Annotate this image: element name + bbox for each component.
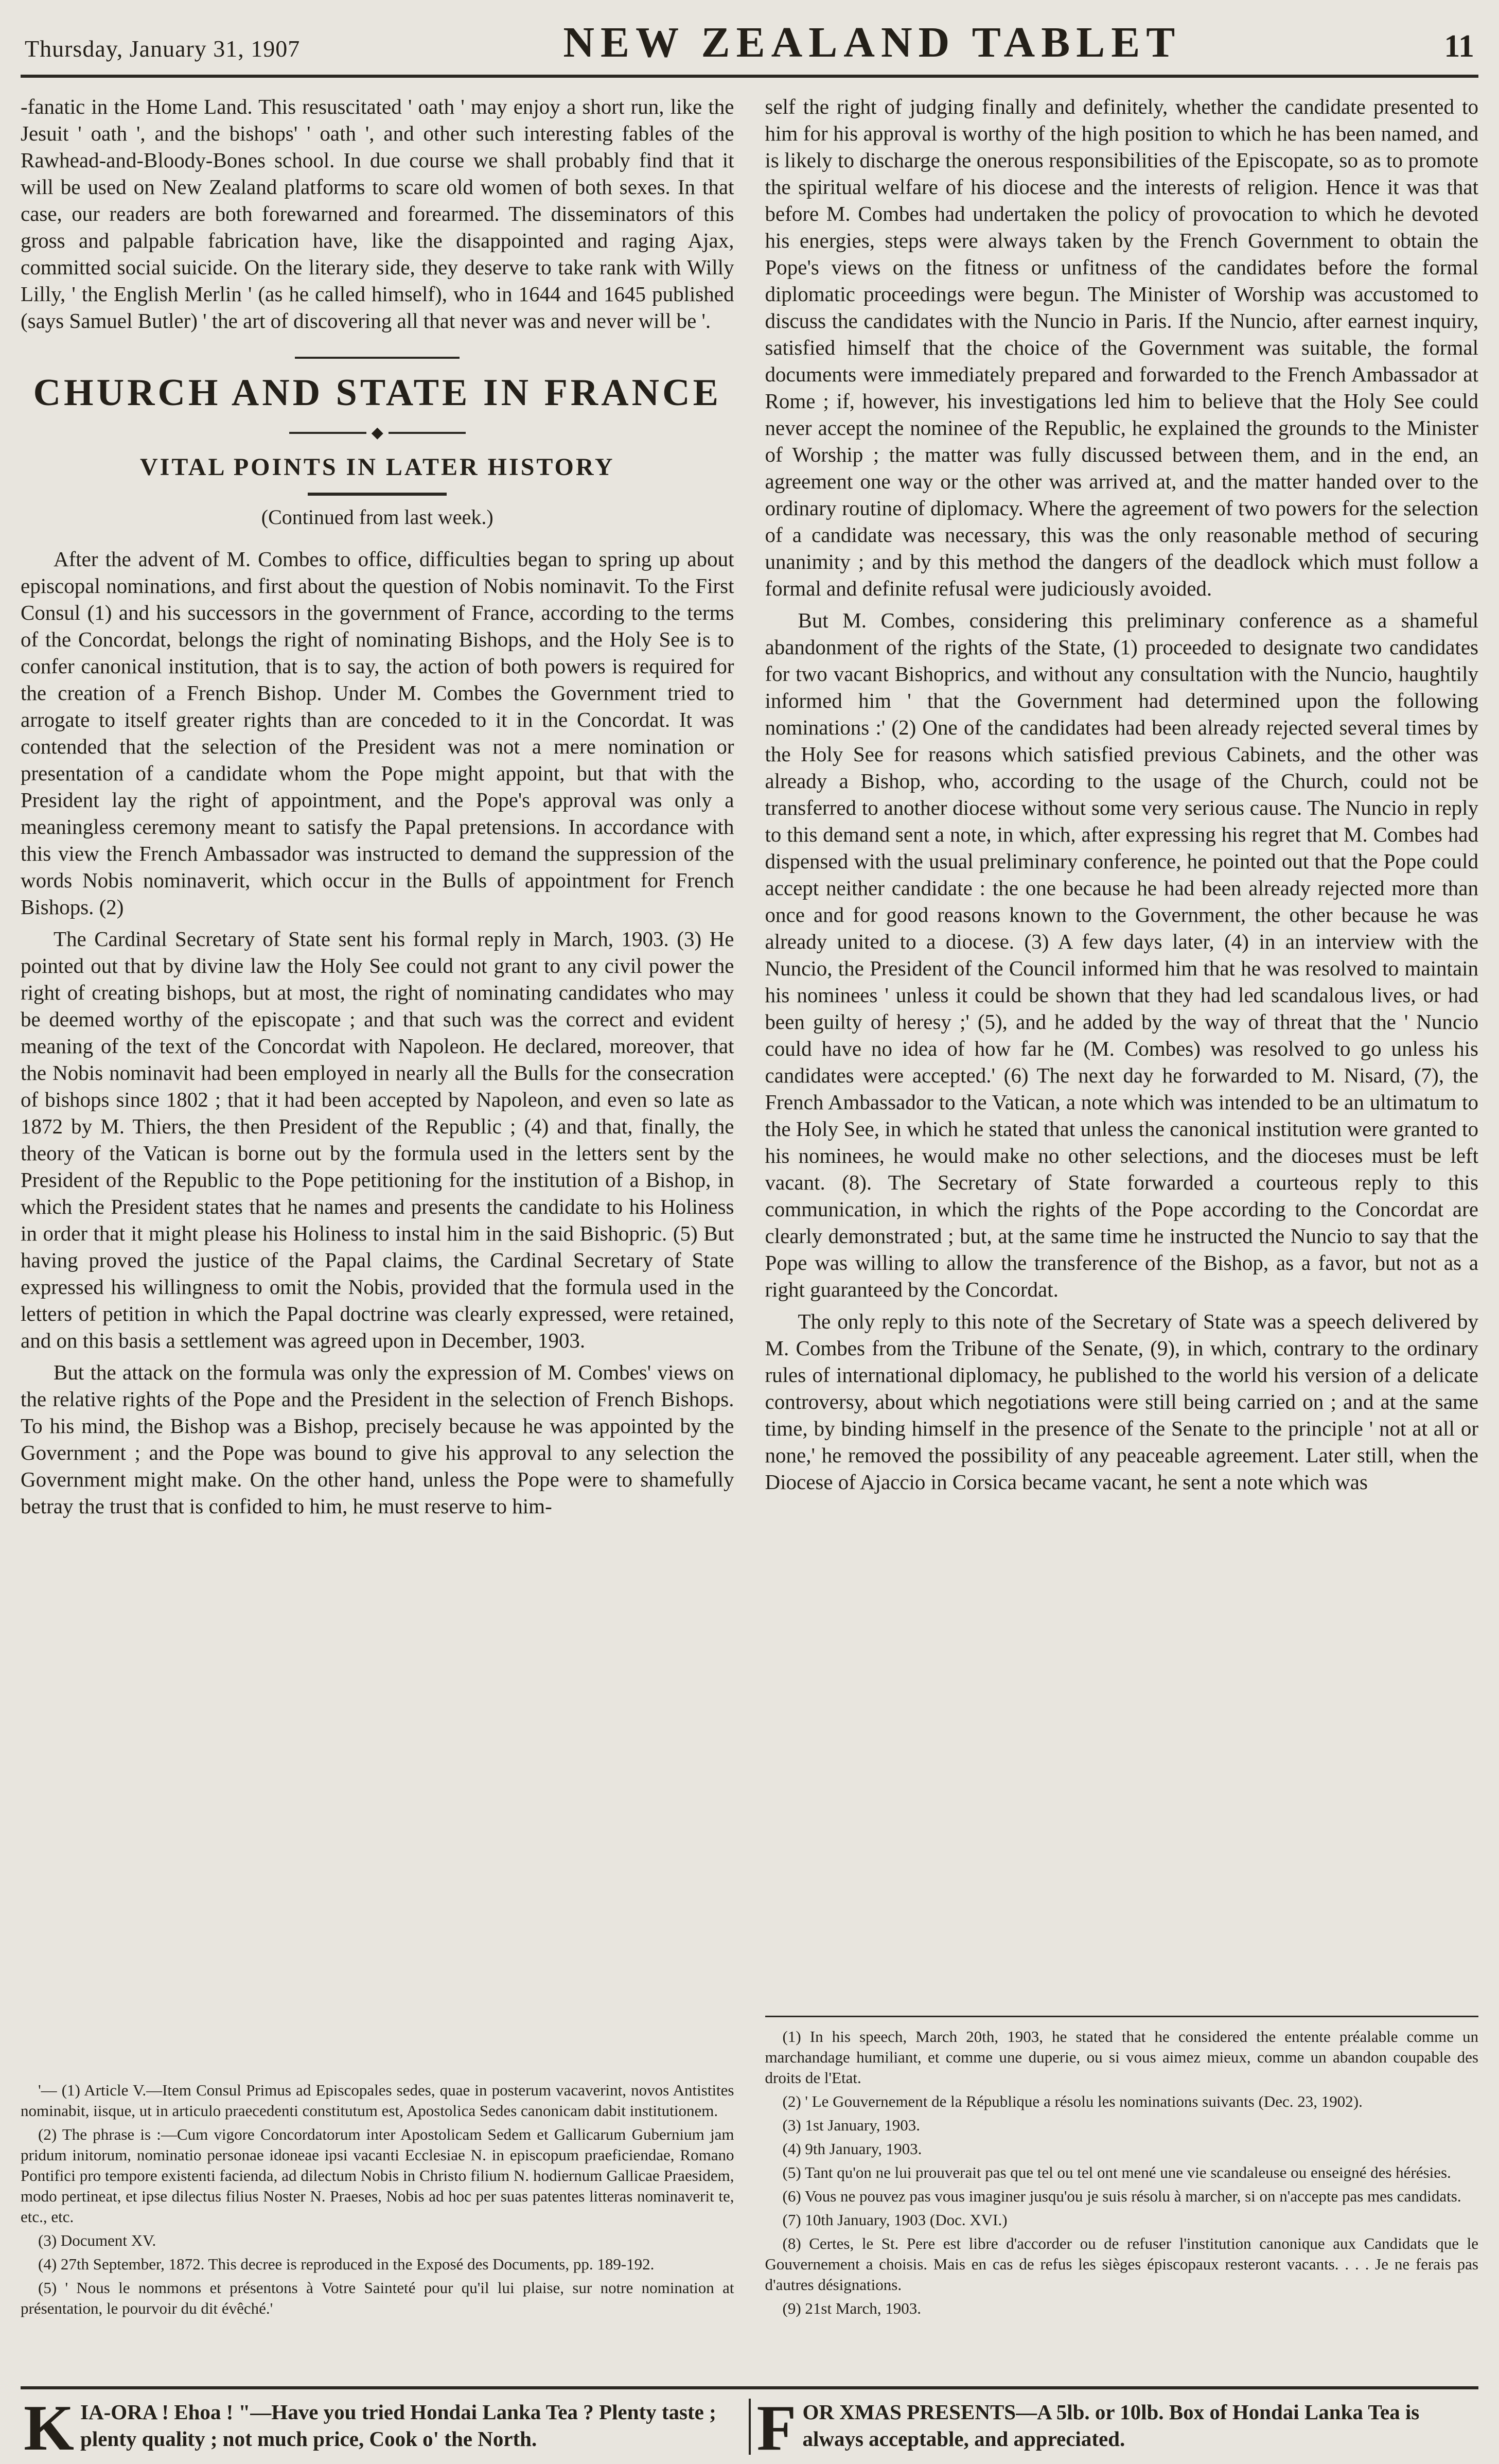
article-header [21, 357, 734, 534]
footnote: (1) In his speech, March 20th, 1903, he stated that he considered the entente préalable comme un marchandage humiliant, et comme une duperie, ou si vous aimez mieux, comme un abandon coupable des droits de l'Etat. [765, 2028, 1478, 2087]
divider-line [289, 432, 366, 434]
masthead-title: NEW ZEALAND TABLET [563, 19, 1181, 66]
article-subtitle: VITAL POINTS IN LATER HISTORY [139, 453, 615, 481]
article-paragraph: But M. Combes, considering this preliminary conference as a shameful abandonment of the rights of the State, (1) proceeded to designate two candidates for two vacant Bishoprics, and without any consultation with the Nuncio, haughtily informed him ' that the Government had determined upon the following nominations :' (2) One of the candidates had been already rejected several times by the Holy See for reasons which satisfied previous Cabinets, and the other was already a Bishop, who, according to the usage of the Church, could not be transferred to another diocese without some very serious cause. The Nuncio in reply to this demand sent a note, in which, after expressing his regret that M. Combes had dispensed with the usual preliminary conference, he pointed out that the Pope could accept neither candidate : the one because he had been already rejected more than once and for good reasons known to the Government, the other because he was already united to a diocese. (3) A few days later, (4) in an interview with the Nuncio, the President of the Council informed him that he was resolved to maintain his nominees ' unless it could be shown that they had led scandalous lives, or had been guilty of heresy ;' (5), and he added by the way of threat that the ' Nuncio could have no idea of how far he (M. Combes) was resolved to go unless his candidates were accepted.' (6) The next day he forwarded to M. Nisard, (7), the French Ambassador to the Vatican, a note which was intended to be an ultimatum to the Holy See, in which he stated that unless the canonical institution were granted to his nominees, he would make no other selections, and the dioceses must be left vacant. (8). The Secretary of State forwarded a courteous reply to this communication, in which the rights of the Pope according to the Concordat are clearly demonstrated ; but, at the same time he instructed the Nuncio to say that the Pope was willing to allow the transference of the Bishop, as a favor, but not as a right guaranteed by the Concordat. [765, 608, 1478, 1301]
continued-note: (Continued from last week.) [261, 505, 493, 529]
ad-dropcap: F [756, 2392, 797, 2464]
ad-text: OR XMAS PRESENTS—A 5lb. or 10lb. Box of Hondai Lanka Tea is always acceptable, and appreciated. [802, 2400, 1420, 2451]
ad-kia-ora [21, 2392, 746, 2464]
right-footnotes [765, 2002, 1479, 2322]
continuation-paragraph: -fanatic in the Home Land. This resuscitated ' oath ' may enjoy a short run, like the Jesuit ' oath ', and the bishops' ' oath ', and other such interesting fables of the Rawhead-and-Bloody-Bones school. In due course we shall probably find that it will be used on New Zealand platforms to scare old women of both sexes. In that case, our readers are both forewarned and forearmed. The disseminators of this gross and palpable fabrication have, like the disappointed and raging Ajax, committed social suicide. On the literary side, they deserve to take rank with Willy Lilly, ' the English Merlin ' (as he called himself), who in 1644 and 1645 published (says Samuel Butler) ' the art of discovering all that never was and never will be '. [21, 95, 734, 333]
footnote: (4) 9th January, 1903. [782, 2140, 922, 2158]
right-column [765, 93, 1479, 2322]
section-divider [295, 357, 460, 359]
article-paragraph: After the advent of M. Combes to office, difficulties began to spring up about episcopal nominations, and first about the question of Nobis nominavit. To the First Consul (1) and his successors in the government of France, according to the terms of the Concordat, belongs the right of nominating Bishops, and the Holy See is to confer canonical institution, that is to say, the action of both powers is required for the creation of a French Bishop. Under M. Combes the Government tried to arrogate to itself greater rights than are conceded to it in the Concordat. It was contended that the selection of the President was not a mere nomination or presentation of a candidate whom the Pope might appoint, but that with the President lay the right of appointment, and the Pope's approval was only a meaningless ceremony meant to satisfy the Papal pretensions. In accordance with this view the French Ambassador was instructed to demand the suppression of the words Nobis nominaverit, which occur in the Bulls of appointment for French Bishops. (2) [21, 547, 734, 919]
footnote: (2) ' Le Gouvernement de la République a résolu les nominations suivants (Dec. 23, 1902). [782, 2092, 1363, 2110]
page-header [21, 14, 1478, 75]
advertisements [21, 2386, 1478, 2464]
footnote: (2) The phrase is :—Cum vigore Concordatorum inter Apostolicam Sedem et Gallicarum Gubernium jam pridum initorum, nominatio personae idoneae ipsi vacanti Ecclesiae N. in episcopum praeficiendae, Romano Pontifici pro tempore existenti facienda, ad dilectum Nobis in Christo filium N. hodiernum Gallicae Praesidem, modo pertineat, et ipse dilectus filius Noster N. Praeses, Nobis ad hoc per suas patentes litteras nominaverit te, etc., etc. [21, 2125, 734, 2226]
ad-xmas-presents [754, 2392, 1479, 2464]
issue-date: Thursday, January 31, 1907 [25, 36, 301, 62]
ornament-divider [21, 425, 734, 441]
page-number: 11 [1444, 29, 1474, 64]
left-column [21, 93, 734, 2322]
subtitle-rule [308, 493, 447, 496]
footnote: (5) ' Nous le nommons et présentons à Votre Sainteté pour qu'il lui plaise, sur notre nomination at présentation, le pourvoir du dit évêché.' [21, 2279, 734, 2317]
header-rule [21, 75, 1478, 78]
divider-line [389, 432, 466, 434]
article-paragraph: The only reply to this note of the Secretary of State was a speech delivered by M. Combes from the Tribune of the Senate, (9), in which, contrary to the ordinary rules of international diplomacy, he published to the world his version of a delicate controversy, about which negotiations were still being carried on ; and at the same time, by binding himself in the presence of the Senate to the principle ' not at all or none,' he removed the possibility of any peaceable agreement. Later still, when the Diocese of Ajaccio in Corsica became vacant, he sent a note which was [765, 1309, 1478, 1494]
footnote: (3) 1st January, 1903. [782, 2116, 920, 2134]
article-paragraph: But the attack on the formula was only the expression of M. Combes' views on the relative rights of the Pope and the President in the selection of French Bishops. To his mind, the Bishop was a Bishop, precisely because he was appointed by the Government ; and the Pope was bound to give his approval to any selection the Government might make. On the other hand, unless the Pope were to shamefully betray the trust that is confided to him, he must reserve to him- [21, 1360, 734, 1518]
ad-text: IA-ORA ! Ehoa ! "—Have you tried Hondai Lanka Tea ? Plenty taste ; plenty quality ; not much price, Cook o' the North. [80, 2400, 716, 2451]
footnote: (4) 27th September, 1872. This decree is reproduced in the Exposé des Documents, pp. 189-192. [38, 2255, 655, 2273]
left-footnotes [21, 2067, 734, 2322]
footnote: (9) 21st March, 1903. [782, 2299, 921, 2317]
diamond-icon: ◆ [371, 424, 383, 442]
footnote: (3) Document XV. [38, 2231, 156, 2249]
article-columns [21, 93, 1478, 2322]
ad-dropcap: K [24, 2392, 75, 2464]
footnote: (5) Tant qu'on ne lui prouverait pas que tel ou tel ont mené une vie scandaleuse ou enseigné des hérésies. [782, 2163, 1451, 2181]
ad-divider [749, 2399, 751, 2455]
footnote: (8) Certes, le St. Pere est libre d'accorder ou de refuser l'institution canonique aux Candidats que le Gouvernement a choisis. Mais en cas de refus les sièges épiscopaux resteront vacants. . . . Je ne ferais pas d'autres désignations. [765, 2234, 1478, 2294]
footnote-rule [765, 2016, 1479, 2017]
footnote: (6) Vous ne pouvez pas vous imaginer jusqu'ou je suis résolu à marcher, si on n'accepte pas mes candidats. [782, 2187, 1461, 2205]
article-paragraph: self the right of judging finally and definitely, whether the candidate presented to him for his approval is worthy of the high position to which he has been named, and is likely to discharge the onerous responsibilities of the Episcopate, so as to promote the spiritual welfare of his diocese and the interests of religion. Hence it was that before M. Combes had undertaken the policy of provocation to which he devoted his energies, steps were always taken by the French Government to obtain the Pope's views on the fitness or unfitness of the candidates before the formal diplomatic proceedings were begun. The Minister of Worship was accustomed to discuss the candidates with the Nuncio in Paris. If the Nuncio, after earnest inquiry, satisfied himself that the choice of the Government was suitable, the formal documents were immediately prepared and forwarded to the French Ambassador at Rome ; if, however, his investigations led him to believe that the Holy See could never accept the nominee of the Republic, he explained the grounds to the Minister of Worship ; the matter was fully discussed between them, and in the end, an agreement one way or the other was arrived at, and the matter handed over to the ordinary routine of diplomacy. Where the agreement of two powers for the selection of a candidate was necessary, this was the only reasonable method of securing unanimity ; and by this method the dangers of the deadlock which must follow a formal and definite refusal were judiciously avoided. [765, 95, 1478, 600]
footnote: (7) 10th January, 1903 (Doc. XVI.) [782, 2211, 1008, 2229]
article-title: CHURCH AND STATE IN FRANCE [33, 372, 721, 414]
article-paragraph: The Cardinal Secretary of State sent his formal reply in March, 1903. (3) He pointed out that by divine law the Holy See could not grant to any civil power the right of creating bishops, but at most, the right of nominating candidates who may be deemed worthy of the episcopate ; and that such was the correct and evident meaning of the text of the Concordat with Napoleon. He declared, moreover, that the Nobis nominavit had been employed in nearly all the Bulls for the consecration of bishops since 1802 ; that it had been accepted by Napoleon, and even so late as 1872 by M. Thiers, the then President of the Republic ; (4) and that, finally, the theory of the Vatican is borne out by the formula used in the letters sent by the President of the Republic to the Pope petitioning for the institution of a Bishop, in which the President states that he names and presents the candidate to his Holiness in order that it might please his Holiness to instal him in the said Bishopric. (5) But having proved the justice of the Papal claims, the Cardinal Secretary of State expressed his willingness to omit the Nobis, provided that the formula used in the letters of petition in which the Papal doctrine was clearly expressed, were retained, and on this basis a settlement was agreed upon in December, 1903. [21, 927, 734, 1353]
footnote: '— (1) Article V.—Item Consul Primus ad Episcopales sedes, quae in posterum vacaverint, novos Antistites nominabit, iisque, ut in articulo praecedenti constitutum est, Apostolica Sedes canonicam dabit institutionem. [21, 2081, 734, 2120]
